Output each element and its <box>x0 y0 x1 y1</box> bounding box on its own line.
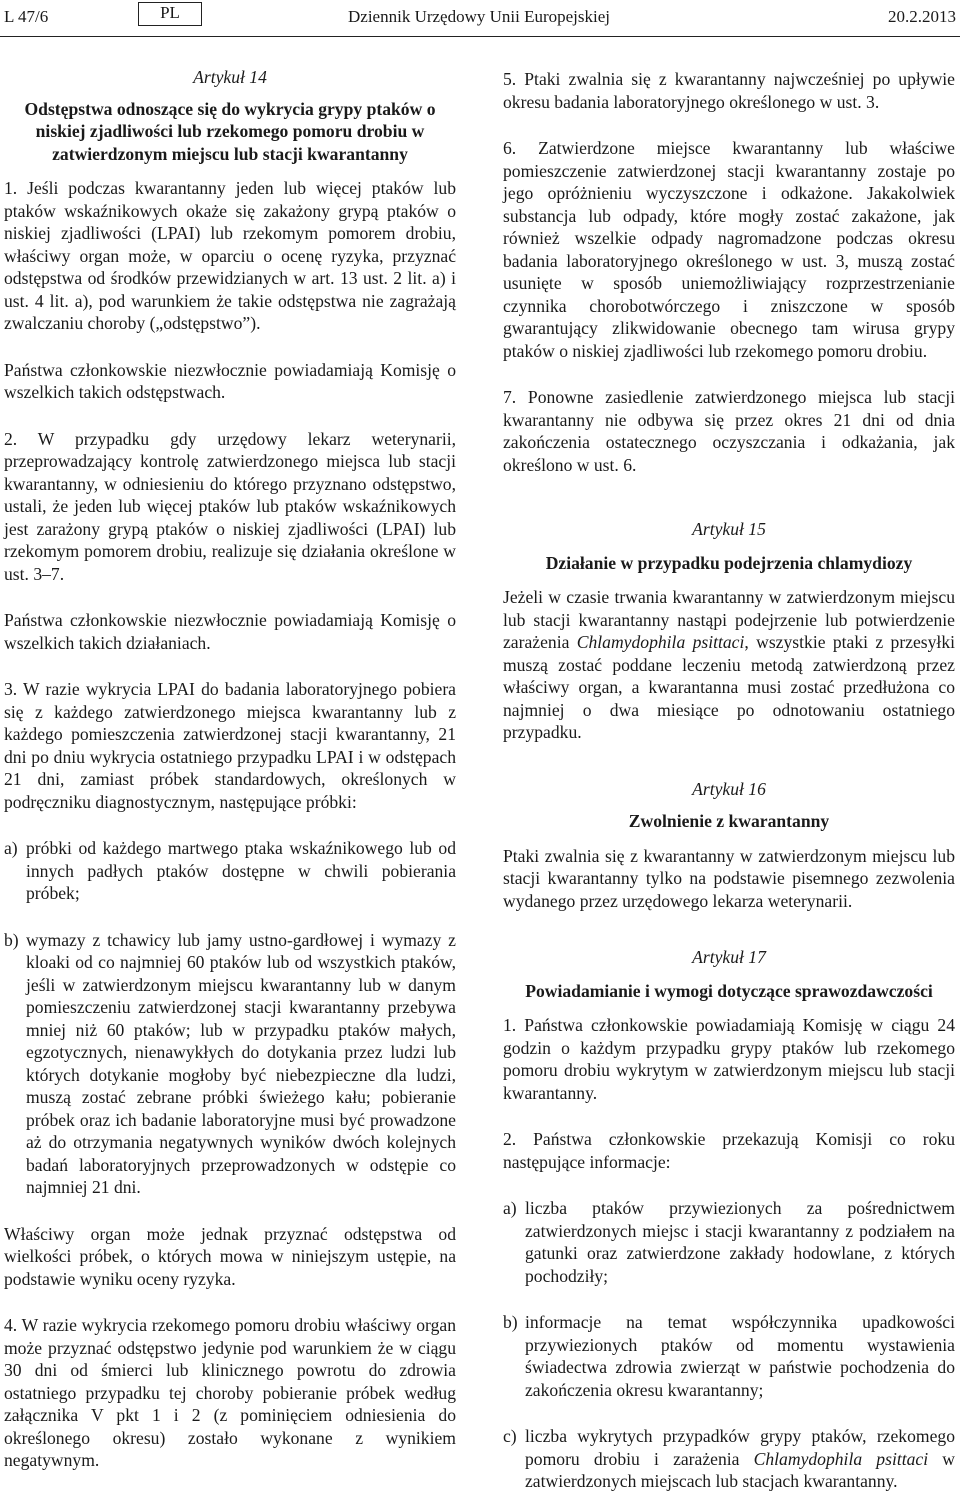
paragraph-2-note: Państwa członkowskie niezwłocznie powiadamiają Komisję o wszelkich takich działaniach. <box>4 610 456 653</box>
page-header <box>4 2 956 28</box>
species-name: Chlamydophila psittaci <box>753 1448 929 1469</box>
paragraph-5: 5. Ptaki zwalnia się z kwarantanny najwcześniej po upływie okresu badania laboratoryjnego określonego w ust. 3. <box>503 69 955 112</box>
list-item-17b <box>503 1311 955 1401</box>
list-text: wymazy z tchawicy lub jamy ustno-gardłowej i wymazy z kloaki od co najmniej 60 ptaków lub od wszystkich ptaków, jeśli w zatwierdzonym miejscu kwarantanny lub w danym pomieszczeniu zatwierdzonej stacji kwarantanny przebywa mniej niż 60 ptaków; lub w przypadku ptaków małych, egzotycznych, nienawykłych do dotykania przez ludzi lub których dotykanie mogłoby być niebezpieczne dla ludzi, muszą zostać zebrane próbki świeżego kału; pobieranie próbek oraz ich badanie laboratoryjne musi być prowadzone aż do otrzymania negatywnych wyników dwóch kolejnych badań laboratoryjnych przeprowadzonych w odstępie co najmniej 21 dni. <box>26 929 456 1197</box>
list-item-17c <box>503 1425 955 1493</box>
article-15-number: Artykuł 15 <box>692 519 766 539</box>
paragraph-4: 4. W razie wykrycia rzekomego pomoru drobiu właściwy organ może przyznać odstępstwo jedynie pod warunkiem że w ciągu 30 dni od śmierci lub klinicznego powrotu do zdrowia ostatniego przypadku tej choroby pobieranie próbek według załącznika V pkt 1 i 2 (z pominięciem odniesienia do określonego okresu) zostało wykonane z wynikiem negatywnym. <box>4 1315 456 1470</box>
list-text: informacje na temat współczynnika upadkowości przywiezionych ptaków od momentu wystawienia świadectwa zdrowia zwierząt w państwie pochodzenia do zakończenia okresu kwarantanny; <box>525 1312 955 1400</box>
left-column <box>4 62 456 1472</box>
list-label: b) <box>503 1312 518 1332</box>
page-number: L 47/6 <box>4 7 49 26</box>
paragraph-6: 6. Zatwierdzone miejsce kwarantanny lub właściwe pomieszczenie zatwierdzonej stacji kwarantanny zostaje po jego opróżnieniu wyczyszczone i odkażone. Jakakolwiek substancja lub odpady, które mogły zostać zakażone, jak również wszelkie odpady nagromadzone podczas okresu badania laboratoryjnego określonego w ust. 3, muszą zostać usunięte w sposób uniemożliwiający rozprzestrzenianie czynnika chorobotwórczego i zniszczone w sposób gwarantujący zlikwidowanie obecnego tam wirusa grypy ptaków o niskiej zjadliwości lub rzekomego pomoru drobiu. <box>503 138 955 361</box>
article-17-number: Artykuł 17 <box>692 947 766 967</box>
paragraph-2: 2. W przypadku gdy urzędowy lekarz weterynarii, przeprowadzający kontrolę zatwierdzonego miejsca lub stacji kwarantanny, w odniesieniu do którego przyznano odstępstwo, ustali, że jeden lub więcej ptaków lub ptaków wskaźnikowych jest zarażony grypą ptaków o niskiej zjadliwości (LPAI) lub rzekomym pomorem drobiu, realizuje się działania określone w ust. 3–7. <box>4 428 456 584</box>
article-15-title: Działanie w przypadku podejrzenia chlamydiozy <box>545 552 913 573</box>
article-14-title: Odstępstwa odnoszące się do wykrycia grypy ptaków o niskiej zjadliwości lub rzekomego pomoru drobiu w zatwierdzonym miejscu lub stacji kwarantanny <box>24 98 436 164</box>
article-16-title: Zwolnienie z kwarantanny <box>628 811 830 831</box>
header-rule <box>0 36 960 37</box>
article-17-title: Powiadamianie i wymogi dotyczące sprawozdawczości <box>525 980 933 1001</box>
journal-title: Dziennik Urzędowy Unii Europejskiej <box>348 7 611 26</box>
text-part: w zatwierdzonych miejscach lub stacjach kwarantanny. <box>525 1448 955 1491</box>
language-badge: PL <box>138 2 202 26</box>
article-17-paragraph-1: 1. Państwa członkowskie powiadamiają Komisję w ciągu 24 godzin o każdym przypadku grypy ptaków lub rzekomego pomoru drobiu wykrytym w zatwierdzonym miejscu lub stacji kwarantanny. <box>503 1015 955 1103</box>
list-label: a) <box>4 838 18 858</box>
list-item-3a <box>4 837 456 905</box>
publication-date: 20.2.2013 <box>888 7 956 26</box>
list-item-17a <box>503 1197 955 1287</box>
right-column <box>503 62 955 1493</box>
text-part: liczba wykrytych przypadków grypy ptaków, rzekomego pomoru drobiu i zarażenia <box>525 1426 955 1469</box>
paragraph-7: 7. Ponowne zasiedlenie zatwierdzonego miejsca lub stacji kwarantanny nie odbywa się przez okres 21 dni od dnia zakończenia ostatecznego oczyszczania i odkażania, jak określono w ust. 6. <box>503 387 955 475</box>
paragraph-1: 1. Jeśli podczas kwarantanny jeden lub więcej ptaków lub ptaków wskaźnikowych okaże się zakażony grypą ptaków o niskiej zjadliwości (LPAI) lub rzekomym pomorem drobiu, właściwy organ może, w oparciu o ocenę ryzyka, przyznać odstępstwa od środków przewidzianych w art. 13 ust. 2 lit. a) i ust. 4 lit. a), pod warunkiem że takie odstępstwa nie zagrażają zwalczaniu choroby („odstępstwo”). <box>4 178 456 333</box>
text-part: Jeżeli w czasie trwania kwarantanny w zatwierdzonym miejscu lub stacji kwarantanny nastąpi podejrzenie lub potwierdzenie zarażenia <box>503 587 955 652</box>
article-16-text: Ptaki zwalnia się z kwarantanny w zatwierdzonym miejscu lub stacji kwarantanny tylko na podstawie pisemnego zezwolenia wydanego przez urzędowego lekarza weterynarii. <box>503 845 955 911</box>
paragraph-1-note: Państwa członkowskie niezwłocznie powiadamiają Komisję o wszelkich takich odstępstwach. <box>4 359 456 402</box>
list-label: c) <box>503 1426 517 1446</box>
species-name: Chlamydophila psittaci <box>576 632 745 652</box>
article-14-number: Artykuł 14 <box>193 67 267 87</box>
list-item-3b <box>4 929 456 1199</box>
list-text <box>525 1425 955 1493</box>
list-text: liczba ptaków przywiezionych za pośrednictwem zatwierdzonych miejsc i stacji kwarantanny z podziałem na gatunki oraz zatwierdzone zakłady hodowlane, z których pochodziły; <box>525 1198 955 1286</box>
paragraph-3-note: Właściwy organ może jednak przyznać odstępstwa od wielkości próbek, o których mowa w niniejszym ustępie, na podstawie wyniku oceny ryzyka. <box>4 1223 456 1289</box>
paragraph-3: 3. W razie wykrycia LPAI do badania laboratoryjnego pobiera się z każdego zatwierdzonego miejsca kwarantanny lub z każdego pomieszczenia zatwierdzonej stacji kwarantanny, 21 dni po dniu wykrycia ostatniego przypadku LPAI i w odstępach 21 dni, zamiast próbek standardowych, określonych w podręczniku diagnostycznym, następujące próbki: <box>4 679 456 812</box>
list-label: a) <box>503 1198 517 1218</box>
article-15-text <box>503 586 955 744</box>
text-part: , wszystkie ptaki z przesyłki muszą zostać poddane leczeniu metodą zatwierdzoną przez właściwy organ, a kwarantanna musi zostać przedłużona co najmniej o dwa miesiące po odnotowaniu ostatniego przypadku. <box>503 632 956 742</box>
article-16-number: Artykuł 16 <box>692 778 766 799</box>
list-label: b) <box>4 929 19 950</box>
article-17-paragraph-2: 2. Państwa członkowskie przekazują Komisji co roku następujące informacje: <box>503 1129 955 1172</box>
list-text: próbki od każdego martwego ptaka wskaźnikowego lub od innych padłych ptaków dostępne w chwili pobierania próbek; <box>26 838 456 903</box>
